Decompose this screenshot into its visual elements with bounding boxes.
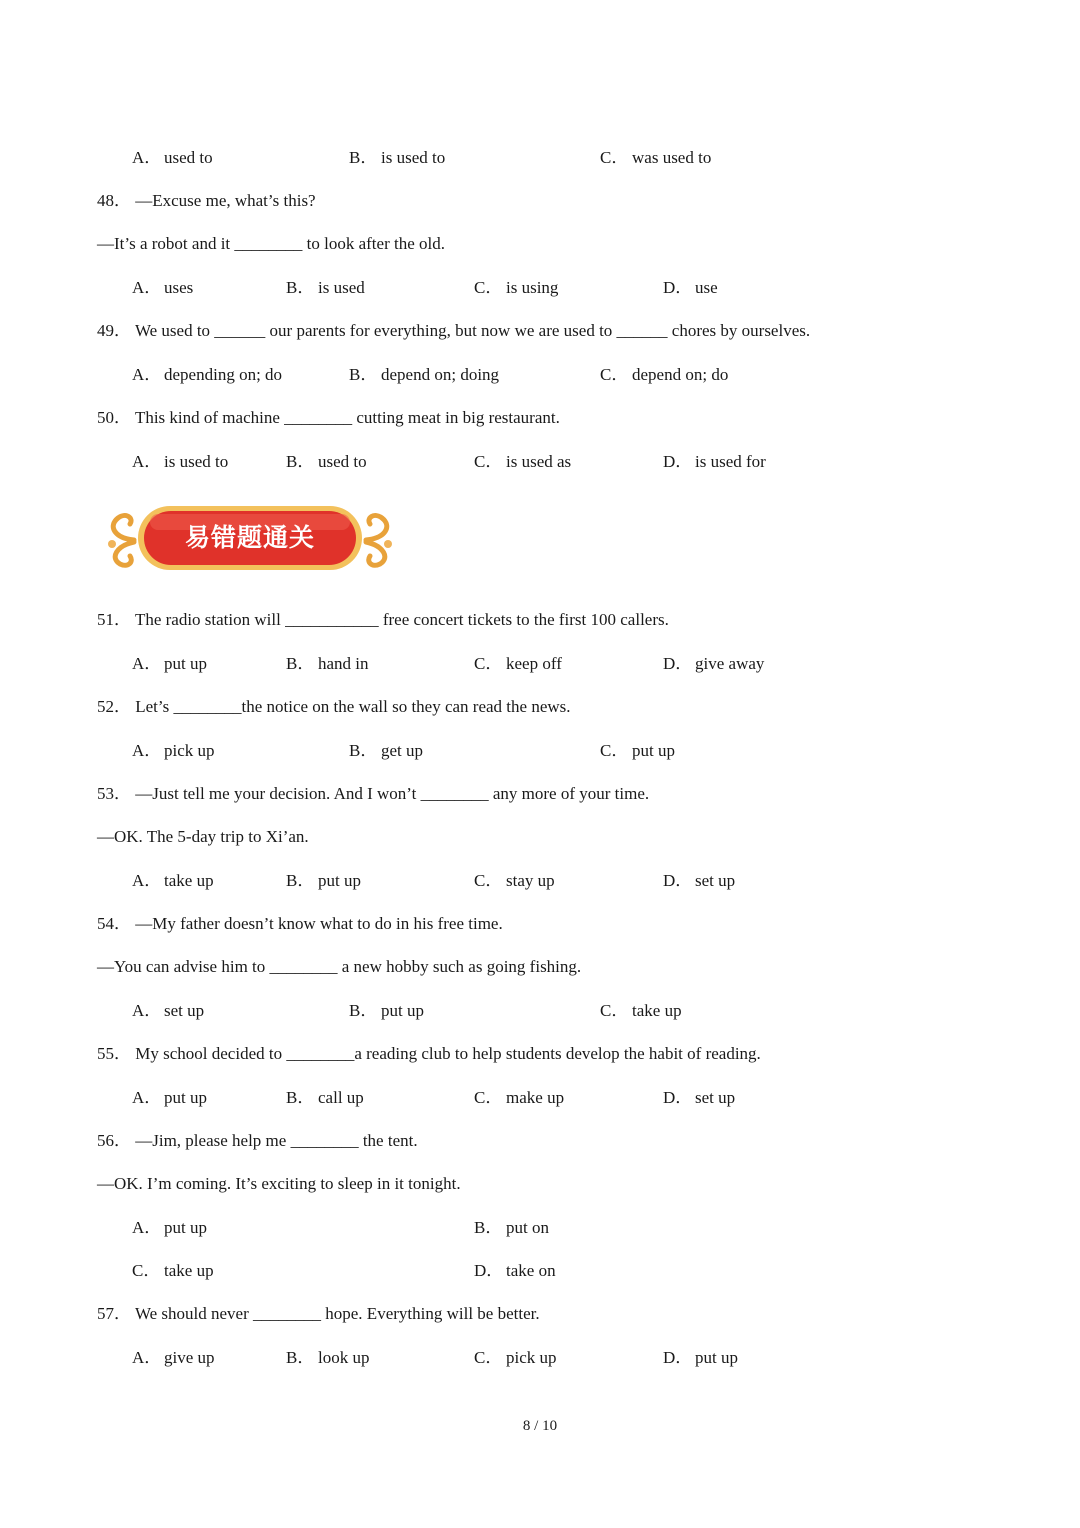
option-d: D． set up [663,1088,736,1107]
option-a: A． put up [132,1218,207,1237]
question-55: 55． My school decided to ________a reading club to help students develop the habit of reading. [97,1044,761,1063]
question-50: 50． This kind of machine ________ cutting meat in big restaurant. [97,408,560,427]
option-b: B． hand in [286,654,369,673]
question-53: 53． —Just tell me your decision. And I won’t ________ any more of your time. [97,784,650,803]
option-a: A． give up [132,1348,215,1367]
option-c: C． pick up [474,1348,557,1367]
option-b: B． is used to [349,148,446,167]
option-c: C． is using [474,278,559,297]
option-c: C． take up [132,1261,214,1280]
option-c: C． stay up [474,871,555,890]
banner-title: 易错题通关 [184,523,315,552]
option-d: D． take on [474,1261,556,1280]
question-57: 57． We should never ________ hope. Everything will be better. [97,1304,540,1323]
option-a: A． depending on; do [132,365,283,384]
question-53-reply: —OK. The 5-day trip to Xi’an. [97,827,309,846]
question-49: 49． We used to ______ our parents for everything, but now we are used to ______ chores by ourselves. [97,321,811,340]
page-number: 8 / 10 [522,1418,558,1434]
question-54: 54． —My father doesn’t know what to do in his free time. [97,914,503,933]
option-c: C． is used as [474,452,572,471]
option-b: B． put up [349,1001,424,1020]
left-ornament [108,516,134,566]
question-51: 51． The radio station will ___________ free concert tickets to the first 100 callers. [97,610,669,629]
question-56: 56． —Jim, please help me ________ the tent. [97,1131,418,1150]
option-b: B． look up [286,1348,370,1367]
option-b: B． depend on; doing [349,365,500,384]
option-a: A． set up [132,1001,205,1020]
option-b: B． call up [286,1088,364,1107]
option-c: C． make up [474,1088,565,1107]
option-a: A． is used to [132,452,229,471]
right-ornament [366,516,392,566]
option-c: C． put up [600,741,675,760]
option-a: A． take up [132,871,214,890]
option-d: D． put up [663,1348,738,1367]
option-c: C． was used to [600,148,712,167]
option-a: A． pick up [132,741,215,760]
option-c: C． take up [600,1001,682,1020]
option-b: B． put up [286,871,361,890]
option-d: D． use [663,278,718,297]
section-banner [104,500,396,580]
question-48: 48． —Excuse me, what’s this? [97,191,316,210]
option-d: D． is used for [663,452,766,471]
option-c: C． keep off [474,654,562,673]
option-a: A． used to [132,148,213,167]
question-54-reply: —You can advise him to ________ a new hobby such as going fishing. [97,957,582,976]
question-56-reply: —OK. I’m coming. It’s exciting to sleep in it tonight. [97,1174,461,1193]
option-d: D． give away [663,654,765,673]
option-b: B． is used [286,278,365,297]
option-b: B． used to [286,452,367,471]
option-c: C． depend on; do [600,365,729,384]
option-b: B． put on [474,1218,549,1237]
question-48-reply: —It’s a robot and it ________ to look after the old. [97,234,445,253]
question-52: 52． Let’s ________the notice on the wall so they can read the news. [97,697,571,716]
option-b: B． get up [349,741,424,760]
option-a: A． put up [132,654,207,673]
option-a: A． uses [132,278,194,297]
option-a: A． put up [132,1088,207,1107]
option-d: D． set up [663,871,736,890]
